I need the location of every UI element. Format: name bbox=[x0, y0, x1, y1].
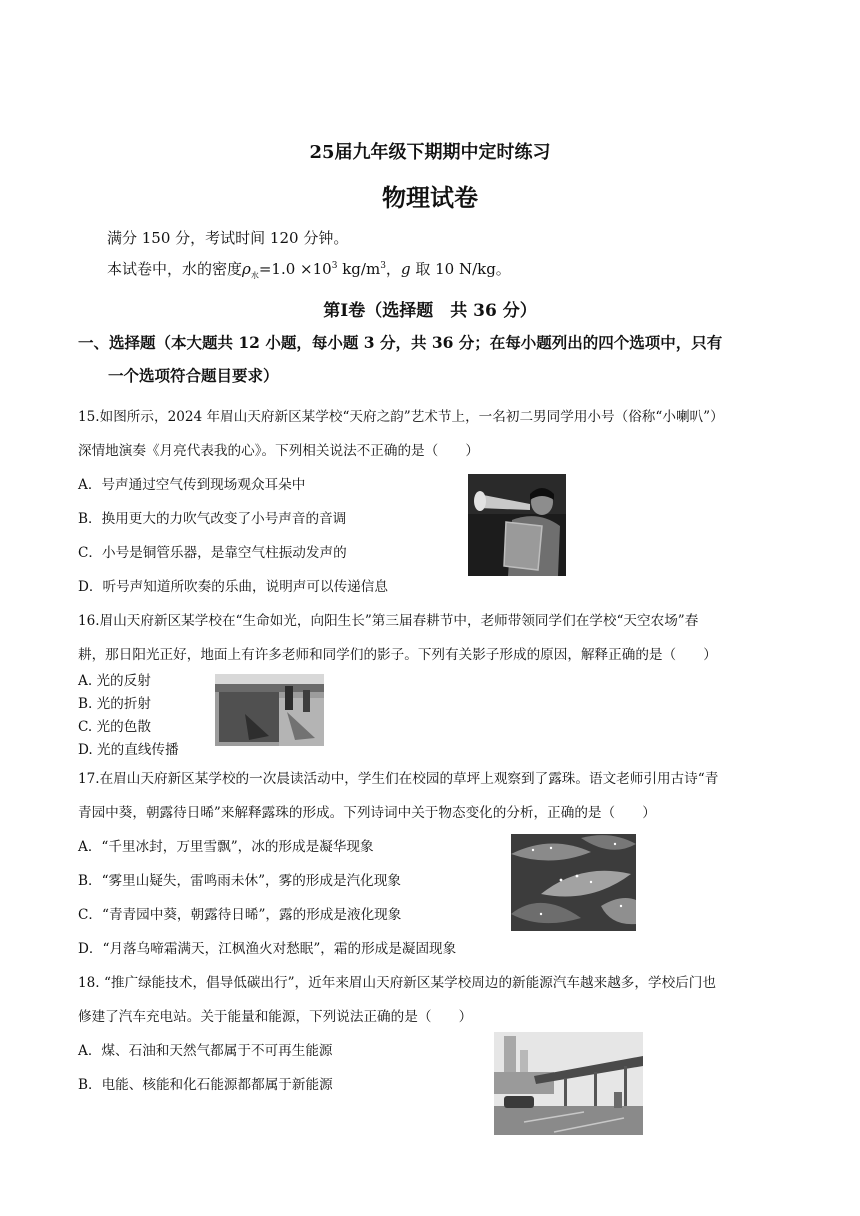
info-suffix: 取 10 N/kg。 bbox=[410, 260, 511, 278]
q16-stem-line-1: 16.眉山天府新区某学校在“生命如光，向阳生长”第三届春耕节中，老师带领同学们在学校“天空农场”春 bbox=[78, 613, 699, 629]
q16-stem-line-2: 耕，那日阳光正好，地面上有许多老师和同学们的影子。下列有关影子形成的原因，解释正确的是（ ） bbox=[78, 647, 717, 663]
q15-option-b: B．换用更大的力吹气改变了小号声音的音调 bbox=[78, 511, 347, 527]
q15-option-a: A．号声通过空气传到现场观众耳朵中 bbox=[78, 477, 306, 493]
charging-station-photo bbox=[494, 1032, 643, 1135]
farm-shadow-photo bbox=[215, 674, 324, 746]
exam-info-line-2 bbox=[107, 258, 511, 281]
exam-title: 物理试卷 bbox=[382, 183, 478, 212]
q17-option-d: D．“月落乌啼霜满天，江枫渔火对愁眠”，霜的形成是凝固现象 bbox=[78, 941, 457, 957]
q17-option-a: A．“千里冰封，万里雪飘”，冰的形成是凝华现象 bbox=[78, 839, 374, 855]
part-heading-line-2: 一个选项符合题目要求） bbox=[108, 366, 279, 385]
density-unit: kg/m bbox=[337, 260, 381, 278]
trumpet-player-photo bbox=[468, 474, 566, 576]
density-value: =1.0 ×10 bbox=[258, 260, 332, 278]
q17-stem-line-2: 青园中葵，朝露待日晞”来解释露珠的形成。下列诗词中关于物态变化的分析，正确的是（ ） bbox=[78, 805, 656, 821]
info-separator: ， bbox=[385, 260, 401, 278]
rho-subscript: 水 bbox=[250, 271, 259, 280]
dew-leaves-photo bbox=[511, 834, 636, 931]
exam-subtitle: 25届九年级下期期中定时练习 bbox=[309, 142, 551, 163]
q18-stem-line-2: 修建了汽车充电站。关于能量和能源，下列说法正确的是（ ） bbox=[78, 1009, 473, 1025]
rho-symbol: $\rho_水$ bbox=[242, 260, 259, 280]
q18-stem-line-1: 18. “推广绿能技术，倡导低碳出行”，近年来眉山天府新区某学校周边的新能源汽车越来越多，学校后门也 bbox=[78, 975, 716, 991]
q16-option-a: A. 光的反射 bbox=[78, 673, 151, 689]
g-symbol: g bbox=[400, 260, 411, 278]
q15-stem-line-1: 15.如图所示，2024 年眉山天府新区某学校“天府之韵”艺术节上，一名初二男同学用小号（俗称“小喇叭”） bbox=[78, 409, 724, 425]
q16-option-d: D. 光的直线传播 bbox=[78, 742, 179, 758]
info-prefix: 本试卷中，水的密度 bbox=[107, 260, 243, 278]
q18-option-b: B．电能、核能和化石能源都都属于新能源 bbox=[78, 1077, 333, 1093]
q16-option-c: C. 光的色散 bbox=[78, 719, 151, 735]
q17-option-c: C．“青青园中葵，朝露待日晞”，露的形成是液化现象 bbox=[78, 907, 402, 923]
exam-info-line-1: 满分 150 分，考试时间 120 分钟。 bbox=[107, 229, 349, 247]
q18-option-a: A．煤、石油和天然气都属于不可再生能源 bbox=[78, 1043, 333, 1059]
q15-option-d: D．听号声知道所吹奏的乐曲，说明声可以传递信息 bbox=[78, 579, 388, 595]
q17-stem-line-1: 17.在眉山天府新区某学校的一次晨读活动中，学生们在校园的草坪上观察到了露珠。语文老师引用古诗“青 bbox=[78, 771, 719, 787]
q15-stem-line-2: 深情地演奏《月亮代表我的心》。下列相关说法不正确的是（ ） bbox=[78, 443, 480, 459]
q16-option-b: B. 光的折射 bbox=[78, 696, 152, 712]
q15-option-c: C．小号是铜管乐器，是靠空气柱振动发声的 bbox=[78, 545, 347, 561]
part-heading-line-1: 一、选择题（本大题共 12 小题，每小题 3 分，共 36 分；在每小题列出的四个选项中，只有 bbox=[78, 333, 723, 352]
q17-option-b: B．“雾里山疑失，雷鸣雨未休”，雾的形成是汽化现象 bbox=[78, 873, 401, 889]
section-title: 第Ⅰ卷（选择题 共 36 分） bbox=[323, 301, 537, 321]
density-unit-exponent: 3 bbox=[380, 261, 386, 271]
density-exponent: 3 bbox=[331, 261, 338, 271]
